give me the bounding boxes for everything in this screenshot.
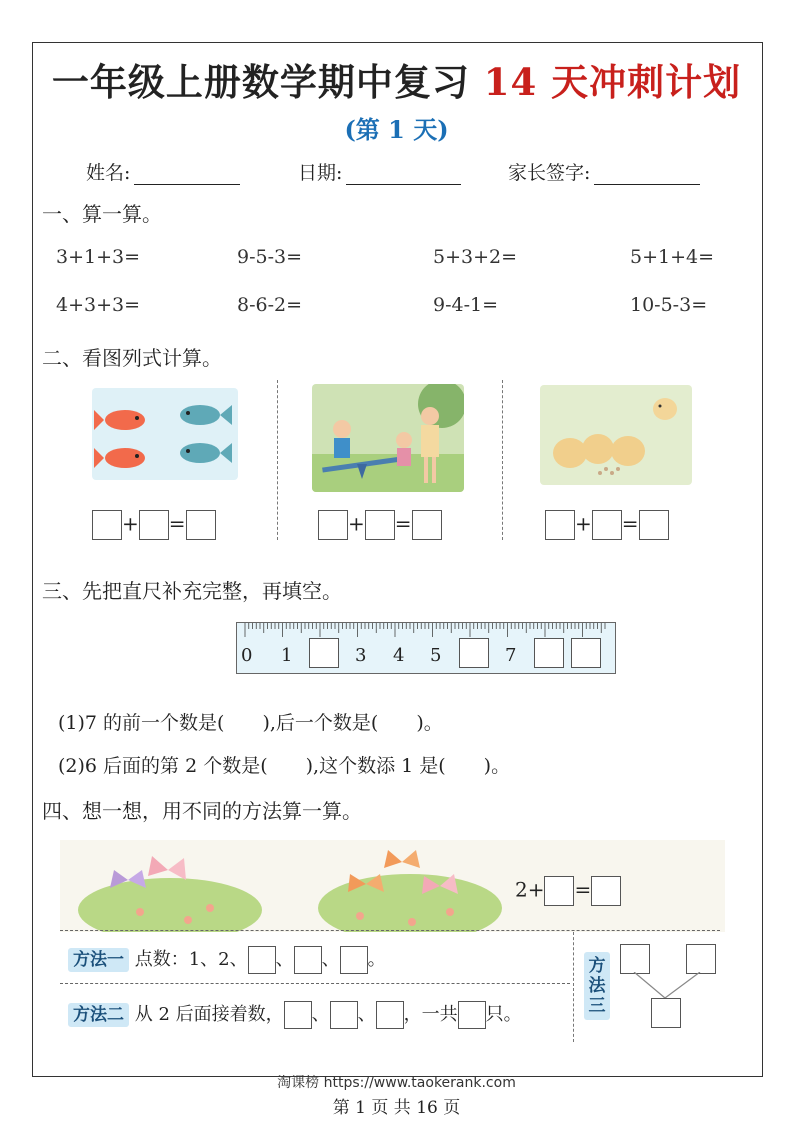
parent-sign-field — [508, 158, 700, 185]
day-subtitle: (第 1 天) — [344, 115, 449, 144]
equation-3: + = — [545, 510, 669, 540]
section1-title: 一、算一算。 — [42, 202, 162, 226]
divider — [277, 380, 278, 540]
butterfly-picture-area — [60, 840, 725, 932]
ruler-number: 1 — [281, 645, 293, 666]
title-main: 一年级上册数学期中复习 — [51, 60, 470, 104]
answer-box[interactable] — [139, 510, 169, 540]
section4-equation: 2+ = — [515, 876, 621, 906]
section2-title: 二、看图列式计算。 — [42, 346, 222, 370]
parent-line[interactable] — [594, 164, 700, 185]
answer-box[interactable] — [376, 1001, 404, 1029]
answer-box[interactable] — [294, 946, 322, 974]
blue-fish-icon — [180, 405, 232, 463]
bushes-illustration — [60, 840, 725, 932]
red-fish-icon — [94, 410, 145, 468]
expr-1-3: 5+3+2= — [433, 246, 518, 268]
ruler-blank-box[interactable] — [534, 638, 564, 668]
answer-box[interactable] — [365, 510, 395, 540]
chicks-picture — [540, 385, 692, 485]
equation-2: + = — [318, 510, 442, 540]
expr-1-2: 9-5-3= — [237, 246, 303, 268]
answer-box[interactable] — [284, 1001, 312, 1029]
method1-row: 方法一 点数：1、2、 、 、 。 — [68, 945, 386, 974]
seesaw-picture — [312, 384, 464, 492]
answer-box[interactable] — [318, 510, 348, 540]
chick-icon — [553, 398, 677, 468]
answer-box[interactable] — [330, 1001, 358, 1029]
method3-tag: 方法三 — [584, 952, 610, 1020]
answer-box[interactable] — [591, 876, 621, 906]
section4-title: 四、想一想，用不同的方法算一算。 — [42, 799, 362, 823]
date-line[interactable] — [346, 164, 461, 185]
ruler-number: 0 — [241, 645, 253, 666]
answer-box[interactable] — [186, 510, 216, 540]
name-field — [86, 158, 240, 185]
source-link[interactable]: 淘课榜 https://www.taokerank.com — [277, 1075, 516, 1091]
question-2: (2)6 后面的第 2 个数是( ),这个数添 1 是( )。 — [58, 755, 511, 777]
split-box-left[interactable] — [620, 944, 650, 974]
parent-label: 家长签字: — [508, 162, 591, 184]
method-vertical-divider — [573, 932, 574, 1042]
name-label: 姓名: — [86, 162, 131, 184]
ruler-blank-box[interactable] — [571, 638, 601, 668]
divider — [502, 380, 503, 540]
children-illustration — [312, 384, 464, 492]
expr-2-1: 4+3+3= — [56, 294, 141, 316]
answer-box[interactable] — [639, 510, 669, 540]
section3-title: 三、先把直尺补充完整，再填空。 — [42, 579, 342, 603]
split-box-bottom[interactable] — [651, 998, 681, 1028]
expr-1-1: 3+1+3= — [56, 246, 141, 268]
answer-box[interactable] — [592, 510, 622, 540]
expr-2-3: 9-4-1= — [433, 294, 499, 316]
equation-1: + = — [92, 510, 216, 540]
ruler-blank-box[interactable] — [459, 638, 489, 668]
method-mid-divider — [60, 983, 570, 984]
answer-box[interactable] — [544, 876, 574, 906]
method-top-divider — [60, 930, 720, 931]
expr-1-4: 5+1+4= — [630, 246, 715, 268]
date-label: 日期: — [298, 162, 343, 184]
answer-box[interactable] — [340, 946, 368, 974]
expr-2-2: 8-6-2= — [237, 294, 303, 316]
page-number: 第 1 页 共 16 页 — [332, 1098, 461, 1118]
answer-box[interactable] — [458, 1001, 486, 1029]
name-line[interactable] — [134, 164, 240, 185]
ruler-number: 3 — [355, 645, 367, 666]
answer-box[interactable] — [412, 510, 442, 540]
ruler-blank-box[interactable] — [309, 638, 339, 668]
question-1: (1)7 的前一个数是( ),后一个数是( )。 — [58, 712, 443, 734]
chicks-illustration — [540, 385, 692, 485]
ruler-number: 5 — [430, 645, 442, 666]
ruler — [236, 622, 616, 674]
title-red: 14 天冲刺计划 — [483, 60, 742, 104]
method2-tag: 方法二 — [68, 1003, 129, 1027]
date-field — [298, 158, 461, 185]
answer-box[interactable] — [248, 946, 276, 974]
ruler-number: 7 — [505, 645, 517, 666]
expr-2-4: 10-5-3= — [630, 294, 708, 316]
page-title — [0, 52, 793, 106]
answer-box[interactable] — [92, 510, 122, 540]
method1-tag: 方法一 — [68, 948, 129, 972]
fish-picture — [92, 388, 238, 480]
split-box-right[interactable] — [686, 944, 716, 974]
ruler-number: 4 — [393, 645, 405, 666]
fish-illustration — [92, 388, 238, 480]
method2-row: 方法二 从 2 后面接着数， 、 、 ，一共 只。 — [68, 1000, 522, 1029]
answer-box[interactable] — [545, 510, 575, 540]
